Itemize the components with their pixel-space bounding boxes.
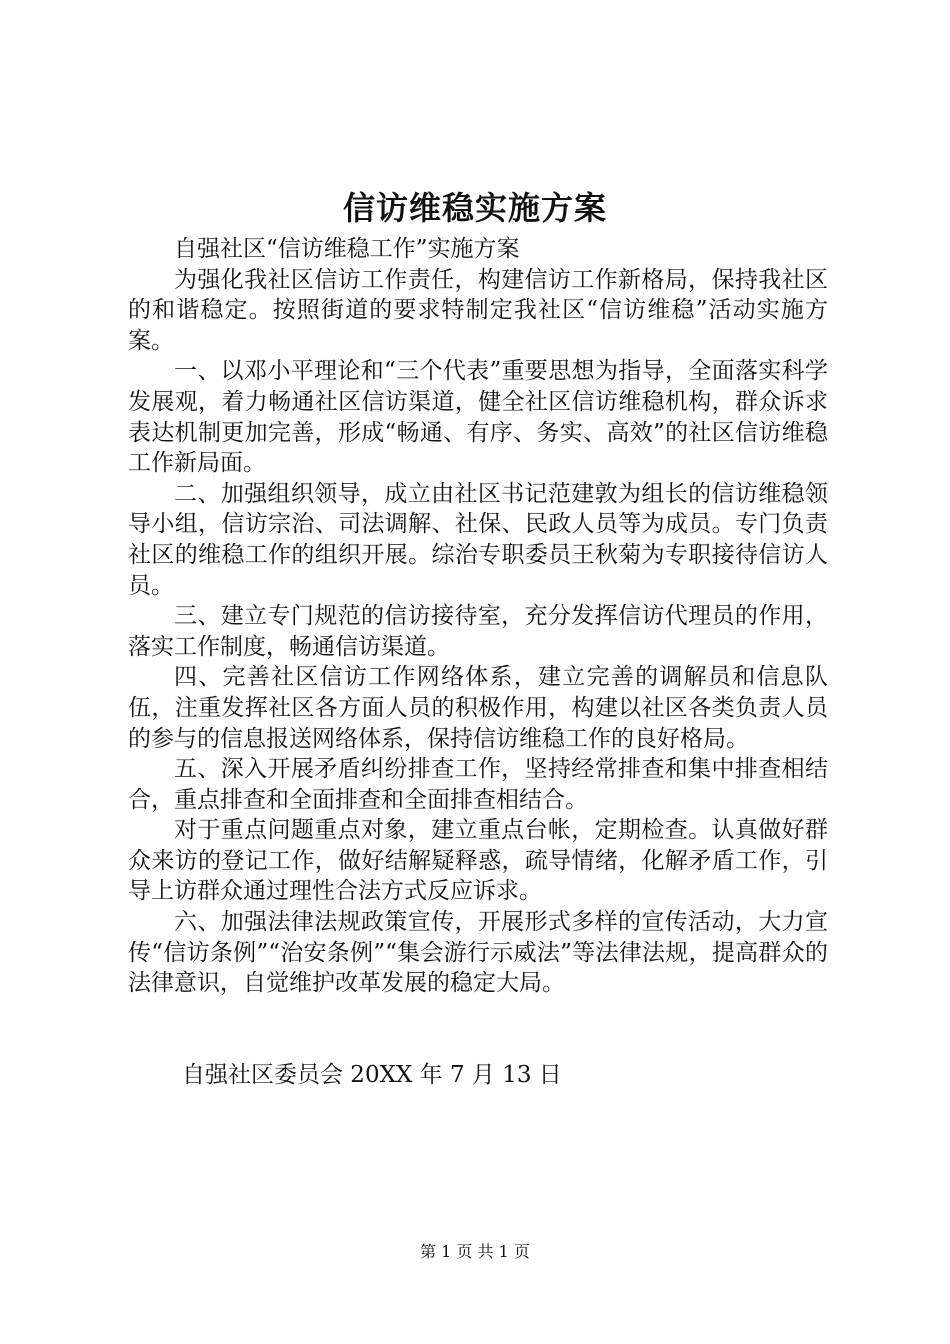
paragraph-section-5: 五、深入开展矛盾纠纷排查工作，坚持经常排查和集中排查相结合，重点排查和全面排查和全面排查相结合。	[128, 756, 828, 813]
document-body	[128, 234, 828, 999]
paragraph-section-5-detail: 对于重点问题重点对象，建立重点台帐，定期检查。认真做好群众来访的登记工作，做好结解疑释惑，疏导情绪，化解矛盾工作，引导上访群众通过理性合法方式反应诉求。	[128, 817, 828, 905]
paragraph-section-1: 一、以邓小平理论和“三个代表”重要思想为指导，全面落实科学发展观，着力畅通社区信访渠道，健全社区信访维稳机构，群众诉求表达机制更加完善，形成“畅通、有序、务实、高效”的社区信访维稳工作新局面。	[128, 358, 828, 477]
paragraph-heading: 自强社区“信访维稳工作”实施方案	[174, 236, 520, 262]
paragraph-intro: 为强化我社区信访工作责任，构建信访工作新格局，保持我社区的和谐稳定。按照街道的要求特制定我社区“信访维稳”活动实施方案。	[128, 266, 828, 354]
document-title: 信访维稳实施方案	[342, 189, 607, 227]
paragraph-section-6: 六、加强法律法规政策宣传，开展形式多样的宣传活动，大力宣传“信访条例”“治安条例”“集会游行示威法”等法律法规，提高群众的法律意识，自觉维护改革发展的稳定大局。	[128, 909, 828, 997]
paragraph-section-4: 四、完善社区信访工作网络体系，建立完善的调解员和信息队伍，注重发挥社区各方面人员的积极作用，构建以社区各类负责人员的参与的信息报送网络体系，保持信访维稳工作的良好格局。	[128, 664, 828, 752]
paragraph-section-3: 三、建立专门规范的信访接待室，充分发挥信访代理员的作用，落实工作制度，畅通信访渠道。	[128, 603, 828, 660]
page-footer: 第 1 页 共 1 页	[420, 1242, 530, 1261]
signature-line: 自强社区委员会 20XX 年 7 月 13 日	[182, 1062, 562, 1088]
paragraph-section-2: 二、加强组织领导，成立由社区书记范建敦为组长的信访维稳领导小组，信访宗治、司法调解、社保、民政人员等为成员。专门负责社区的维稳工作的组织开展。综治专职委员王秋菊为专职接待信访人员。	[128, 480, 828, 599]
